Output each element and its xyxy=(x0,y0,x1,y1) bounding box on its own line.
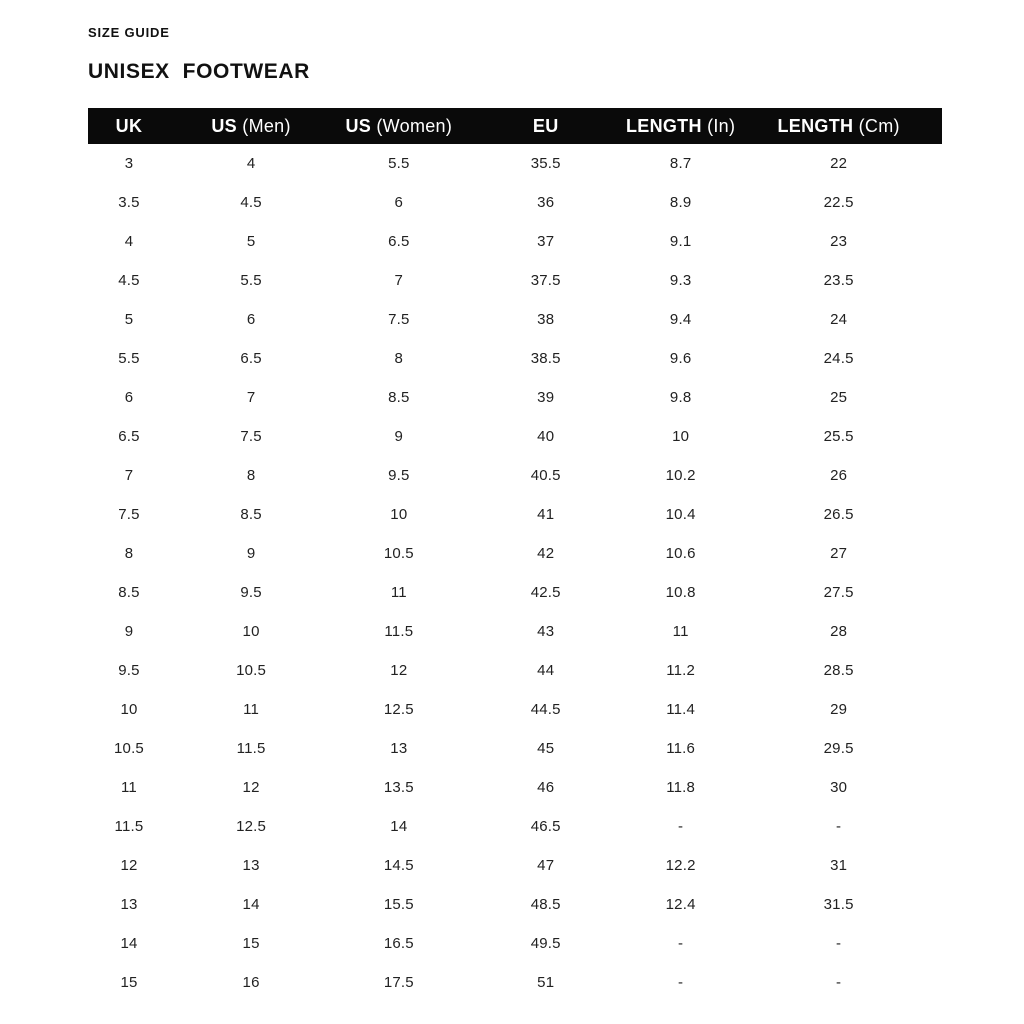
table-cell: 28.5 xyxy=(823,662,854,679)
table-cell: 24 xyxy=(830,311,848,328)
column-header-sublabel: (Cm) xyxy=(853,115,900,136)
table-cell: 13 xyxy=(120,896,138,913)
table-cell: 4 xyxy=(246,155,256,172)
table-cell: 9.4 xyxy=(669,311,692,328)
table-cell: 11.5 xyxy=(236,740,266,757)
table-row xyxy=(88,924,942,963)
table-header-row xyxy=(88,108,942,144)
table-cell: 3.5 xyxy=(118,194,140,211)
table-cell: 11.6 xyxy=(666,740,696,757)
table-cell: 27.5 xyxy=(823,584,854,601)
table-row xyxy=(88,729,942,768)
table-cell: 10 xyxy=(672,428,690,445)
table-cell: 37 xyxy=(537,233,555,250)
table-row xyxy=(88,378,942,417)
table-cell: 7 xyxy=(124,467,134,484)
column-header-label: UK xyxy=(115,115,143,136)
table-cell: 31 xyxy=(830,857,848,874)
table-row xyxy=(88,300,942,339)
table-cell: 10.4 xyxy=(665,506,696,523)
table-cell: 7.5 xyxy=(240,428,262,445)
table-cell: 9.1 xyxy=(669,233,692,250)
table-cell: 14 xyxy=(242,896,260,913)
table-body xyxy=(88,144,942,1002)
table-cell: 44 xyxy=(537,662,555,679)
table-row xyxy=(88,339,942,378)
table-cell: 9.5 xyxy=(388,467,410,484)
table-cell: 44.5 xyxy=(530,701,561,718)
table-cell: 49.5 xyxy=(530,935,561,952)
table-cell: 16.5 xyxy=(383,935,414,952)
table-row xyxy=(88,963,942,1002)
table-cell: 11.5 xyxy=(114,818,144,835)
column-header-us-women xyxy=(332,108,465,144)
table-cell: 7 xyxy=(246,389,256,406)
table-cell: 12.5 xyxy=(383,701,414,718)
table-cell: 26 xyxy=(830,467,848,484)
table-cell: - xyxy=(678,818,684,835)
table-row xyxy=(88,261,942,300)
table-cell: 11.4 xyxy=(666,701,696,718)
table-cell: 12 xyxy=(120,857,138,874)
table-cell: 31.5 xyxy=(823,896,854,913)
table-cell: 22 xyxy=(830,155,848,172)
table-cell: 5 xyxy=(124,311,134,328)
table-cell: 11 xyxy=(672,623,689,640)
table-cell: 27 xyxy=(830,545,848,562)
table-cell: 6.5 xyxy=(388,233,410,250)
size-guide-label: SIZE GUIDE xyxy=(88,25,170,40)
table-cell: 25.5 xyxy=(823,428,854,445)
table-cell: 22.5 xyxy=(823,194,854,211)
table-cell: 9.8 xyxy=(669,389,692,406)
table-cell: 43 xyxy=(537,623,555,640)
table-cell: - xyxy=(836,935,842,952)
table-cell: 25 xyxy=(830,389,848,406)
table-cell: 10.8 xyxy=(665,584,696,601)
table-row xyxy=(88,885,942,924)
column-header-label: US xyxy=(211,115,237,136)
table-cell: 46.5 xyxy=(530,818,561,835)
table-cell: 16 xyxy=(242,974,260,991)
table-cell: 11 xyxy=(120,779,137,796)
table-cell: 11.2 xyxy=(666,662,696,679)
table-cell: 11 xyxy=(243,701,260,718)
table-cell: 9.6 xyxy=(669,350,692,367)
table-cell: 10 xyxy=(120,701,138,718)
table-cell: 12 xyxy=(242,779,260,796)
table-cell: 11.5 xyxy=(384,623,414,640)
table-cell: 38.5 xyxy=(530,350,561,367)
table-cell: 14 xyxy=(390,818,408,835)
table-cell: 41 xyxy=(537,506,555,523)
column-header-us-men xyxy=(170,108,332,144)
table-cell: 42 xyxy=(537,545,555,562)
table-cell: 9 xyxy=(394,428,404,445)
table-row xyxy=(88,222,942,261)
table-cell: 6 xyxy=(394,194,404,211)
table-cell: - xyxy=(836,818,842,835)
table-row xyxy=(88,573,942,612)
table-cell: 29.5 xyxy=(823,740,854,757)
column-header-sublabel: (Women) xyxy=(371,115,453,136)
table-cell: 10.5 xyxy=(236,662,267,679)
table-cell: 11.8 xyxy=(666,779,696,796)
column-header-sublabel: (In) xyxy=(701,115,736,136)
column-header-label: EU xyxy=(532,115,559,136)
table-cell: 13.5 xyxy=(383,779,414,796)
table-cell: 15 xyxy=(242,935,260,952)
table-row xyxy=(88,417,942,456)
table-row xyxy=(88,495,942,534)
table-cell: 10.5 xyxy=(383,545,414,562)
table-cell: 39 xyxy=(537,389,555,406)
table-row xyxy=(88,612,942,651)
table-cell: 38 xyxy=(537,311,555,328)
table-cell: 4.5 xyxy=(118,272,140,289)
table-cell: 8.5 xyxy=(240,506,262,523)
column-header-length-cm xyxy=(735,108,942,144)
table-row xyxy=(88,144,942,183)
table-cell: 9.3 xyxy=(669,272,692,289)
table-cell: 47 xyxy=(537,857,555,874)
table-cell: 4.5 xyxy=(240,194,262,211)
table-cell: 40 xyxy=(537,428,555,445)
table-cell: 12.5 xyxy=(236,818,267,835)
table-cell: 5.5 xyxy=(388,155,410,172)
table-cell: 10.5 xyxy=(113,740,144,757)
table-cell: 9 xyxy=(246,545,256,562)
table-row xyxy=(88,651,942,690)
table-cell: 46 xyxy=(537,779,555,796)
table-cell: 48.5 xyxy=(530,896,561,913)
table-cell: 51 xyxy=(537,974,555,991)
table-cell: 23.5 xyxy=(823,272,854,289)
table-cell: 13 xyxy=(390,740,408,757)
table-cell: 6 xyxy=(246,311,256,328)
table-cell: 8.7 xyxy=(669,155,692,172)
table-cell: 5.5 xyxy=(118,350,140,367)
table-cell: 40.5 xyxy=(530,467,561,484)
table-cell: 9.5 xyxy=(240,584,262,601)
table-row xyxy=(88,690,942,729)
table-cell: 11 xyxy=(390,584,407,601)
table-cell: 35.5 xyxy=(530,155,561,172)
table-cell: 8.9 xyxy=(669,194,692,211)
table-row xyxy=(88,534,942,573)
table-cell: 8.5 xyxy=(118,584,140,601)
column-header-length-in xyxy=(626,108,735,144)
table-cell: - xyxy=(836,974,842,991)
table-cell: 7.5 xyxy=(118,506,140,523)
table-cell: 12 xyxy=(390,662,408,679)
table-cell: 23 xyxy=(830,233,848,250)
table-cell: 4 xyxy=(124,233,134,250)
table-cell: 10 xyxy=(390,506,408,523)
column-header-uk xyxy=(88,108,170,144)
table-cell: 24.5 xyxy=(823,350,854,367)
table-cell: 15 xyxy=(120,974,138,991)
table-cell: 10.2 xyxy=(665,467,696,484)
column-header-label: US xyxy=(345,115,372,136)
table-cell: 29 xyxy=(830,701,848,718)
table-cell: 13 xyxy=(242,857,260,874)
table-row xyxy=(88,768,942,807)
table-cell: - xyxy=(678,935,684,952)
table-cell: 17.5 xyxy=(383,974,414,991)
table-row xyxy=(88,807,942,846)
table-cell: 12.2 xyxy=(665,857,696,874)
table-cell: 5 xyxy=(246,233,256,250)
table-cell: 26.5 xyxy=(823,506,854,523)
table-cell: 3 xyxy=(124,155,134,172)
table-cell: 36 xyxy=(537,194,555,211)
table-cell: 42.5 xyxy=(530,584,561,601)
table-cell: 45 xyxy=(537,740,555,757)
table-cell: 8 xyxy=(124,545,134,562)
column-header-sublabel: (Men) xyxy=(236,115,291,136)
table-cell: 10.6 xyxy=(665,545,696,562)
table-cell: 8 xyxy=(246,467,256,484)
table-cell: 28 xyxy=(830,623,848,640)
table-cell: - xyxy=(678,974,684,991)
column-header-label: LENGTH xyxy=(777,115,854,136)
table-row xyxy=(88,183,942,222)
table-cell: 12.4 xyxy=(665,896,696,913)
table-cell: 9.5 xyxy=(118,662,140,679)
table-cell: 10 xyxy=(242,623,260,640)
size-table xyxy=(88,108,942,1002)
table-cell: 9 xyxy=(124,623,134,640)
table-cell: 8 xyxy=(394,350,404,367)
table-cell: 7.5 xyxy=(388,311,410,328)
table-cell: 8.5 xyxy=(388,389,410,406)
column-header-eu xyxy=(465,108,626,144)
table-cell: 6.5 xyxy=(240,350,262,367)
page-title: UNISEX FOOTWEAR xyxy=(88,60,310,83)
table-cell: 7 xyxy=(394,272,404,289)
table-row xyxy=(88,846,942,885)
table-cell: 30 xyxy=(830,779,848,796)
table-cell: 5.5 xyxy=(240,272,262,289)
table-cell: 14 xyxy=(120,935,138,952)
table-cell: 15.5 xyxy=(383,896,414,913)
table-cell: 37.5 xyxy=(530,272,561,289)
table-row xyxy=(88,456,942,495)
table-cell: 6.5 xyxy=(118,428,140,445)
table-cell: 14.5 xyxy=(383,857,414,874)
table-cell: 6 xyxy=(124,389,134,406)
column-header-label: LENGTH xyxy=(625,115,702,136)
